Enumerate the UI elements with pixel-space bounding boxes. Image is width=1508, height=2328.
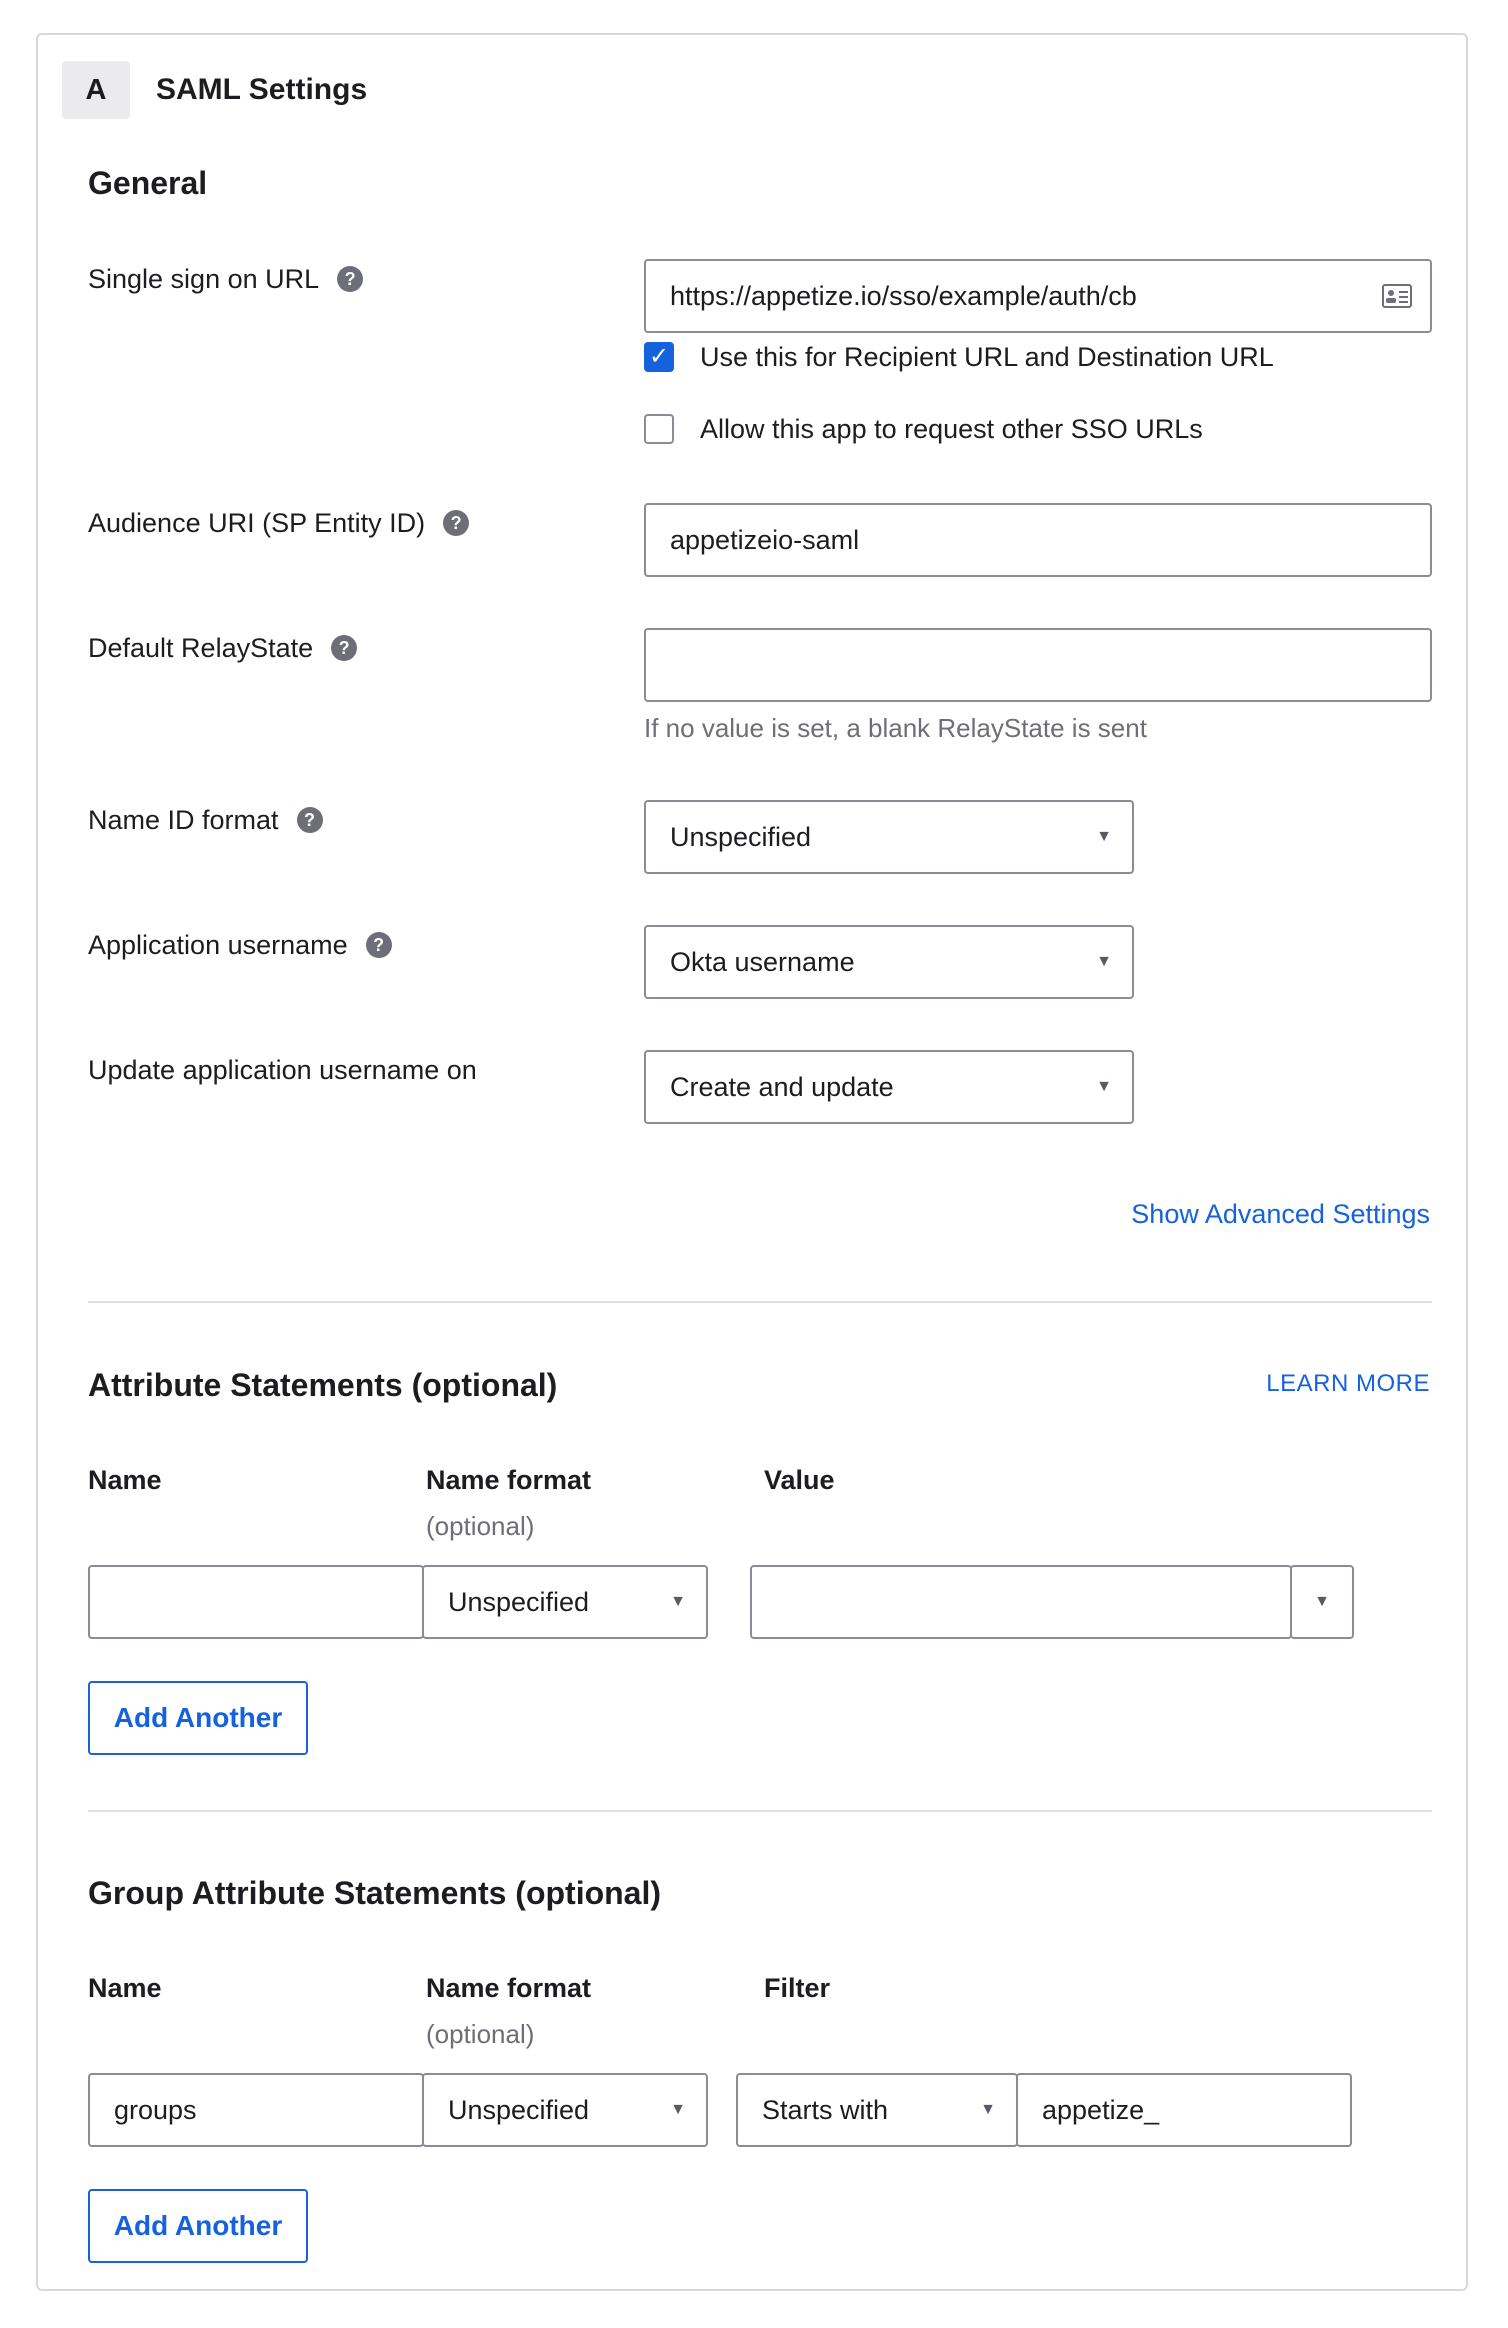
panel-title: SAML Settings (156, 73, 368, 106)
update-username-label (88, 1053, 477, 1087)
update-username-label-text: Update application username on (88, 1055, 477, 1085)
group-col-name: Name (88, 1973, 162, 2003)
attr-format-select[interactable] (422, 1565, 708, 1639)
contact-card-icon (1382, 284, 1412, 308)
name-id-format-value: Unspecified (670, 822, 812, 852)
attr-value-dropdown-button[interactable] (1290, 1565, 1354, 1639)
other-sso-urls-checkbox[interactable] (644, 414, 674, 444)
update-username-value: Create and update (670, 1072, 894, 1102)
section-divider (88, 1301, 1432, 1303)
help-icon[interactable]: ? (337, 266, 363, 292)
name-id-format-label (88, 803, 323, 837)
group-filter-type-value: Starts with (762, 2095, 889, 2125)
attr-name-input[interactable] (88, 1565, 424, 1639)
chevron-down-icon: ▼ (670, 2101, 686, 2118)
chevron-down-icon: ▼ (1096, 953, 1112, 970)
group-format-value: Unspecified (448, 2095, 590, 2125)
step-badge: A (62, 61, 130, 119)
add-attribute-button[interactable]: Add Another (88, 1681, 308, 1755)
relay-state-hint: If no value is set, a blank RelayState is sent (644, 713, 1147, 743)
show-advanced-settings-link[interactable]: Show Advanced Settings (1131, 1199, 1430, 1229)
app-username-value: Okta username (670, 947, 855, 977)
sso-url-value: https://appetize.io/sso/example/auth/cb (670, 281, 1137, 311)
group-col-format: Name format (426, 1973, 592, 2003)
attr-value-input[interactable] (750, 1565, 1292, 1639)
group-filter-type-select[interactable] (736, 2073, 1018, 2147)
group-col-filter: Filter (764, 1973, 831, 2003)
app-username-select[interactable] (644, 925, 1134, 999)
relay-state-label (88, 631, 357, 665)
audience-uri-label (88, 506, 469, 540)
attribute-statements-heading: Attribute Statements (optional) (88, 1367, 558, 1403)
sso-url-input[interactable] (644, 259, 1432, 333)
add-group-attribute-button[interactable]: Add Another (88, 2189, 308, 2263)
attr-format-value: Unspecified (448, 1587, 590, 1617)
audience-uri-label-text: Audience URI (SP Entity ID) (88, 508, 426, 538)
check-icon: ✓ (648, 343, 670, 370)
group-col-format-optional: (optional) (426, 2019, 535, 2049)
group-filter-value: appetize_ (1042, 2095, 1160, 2125)
section-divider (88, 1810, 1432, 1812)
group-filter-value-input[interactable] (1016, 2073, 1352, 2147)
chevron-down-icon: ▼ (1096, 1078, 1112, 1095)
sso-url-label (88, 262, 363, 296)
recipient-url-checkbox[interactable] (644, 342, 674, 372)
chevron-down-icon: ▼ (980, 2101, 996, 2118)
group-name-value: groups (114, 2095, 197, 2125)
name-id-format-select[interactable] (644, 800, 1134, 874)
recipient-url-checkbox-label[interactable]: Use this for Recipient URL and Destination URL (700, 342, 1274, 372)
group-name-input[interactable] (88, 2073, 424, 2147)
general-heading: General (88, 165, 208, 201)
help-icon[interactable]: ? (331, 635, 357, 661)
sso-url-label-text: Single sign on URL (88, 264, 320, 294)
other-sso-urls-checkbox-label[interactable]: Allow this app to request other SSO URLs (700, 414, 1203, 444)
chevron-down-icon: ▼ (670, 1593, 686, 1610)
help-icon[interactable]: ? (366, 932, 392, 958)
attr-col-format-optional: (optional) (426, 1511, 535, 1541)
help-icon[interactable]: ? (297, 807, 323, 833)
group-attribute-statements-heading: Group Attribute Statements (optional) (88, 1875, 662, 1911)
saml-settings-panel (36, 33, 1468, 2291)
app-username-label-text: Application username (88, 930, 348, 960)
group-format-select[interactable] (422, 2073, 708, 2147)
help-icon[interactable]: ? (443, 510, 469, 536)
audience-uri-value: appetizeio-saml (670, 525, 860, 555)
attr-col-name: Name (88, 1465, 162, 1495)
chevron-down-icon: ▼ (1314, 1593, 1330, 1610)
chevron-down-icon: ▼ (1096, 828, 1112, 845)
relay-state-input[interactable] (644, 628, 1432, 702)
learn-more-link[interactable]: LEARN MORE (1266, 1370, 1430, 1397)
update-username-select[interactable] (644, 1050, 1134, 1124)
name-id-format-label-text: Name ID format (88, 805, 279, 835)
relay-state-label-text: Default RelayState (88, 633, 314, 663)
app-username-label (88, 928, 392, 962)
attr-col-format: Name format (426, 1465, 592, 1495)
attr-col-value: Value (764, 1465, 835, 1495)
audience-uri-input[interactable] (644, 503, 1432, 577)
